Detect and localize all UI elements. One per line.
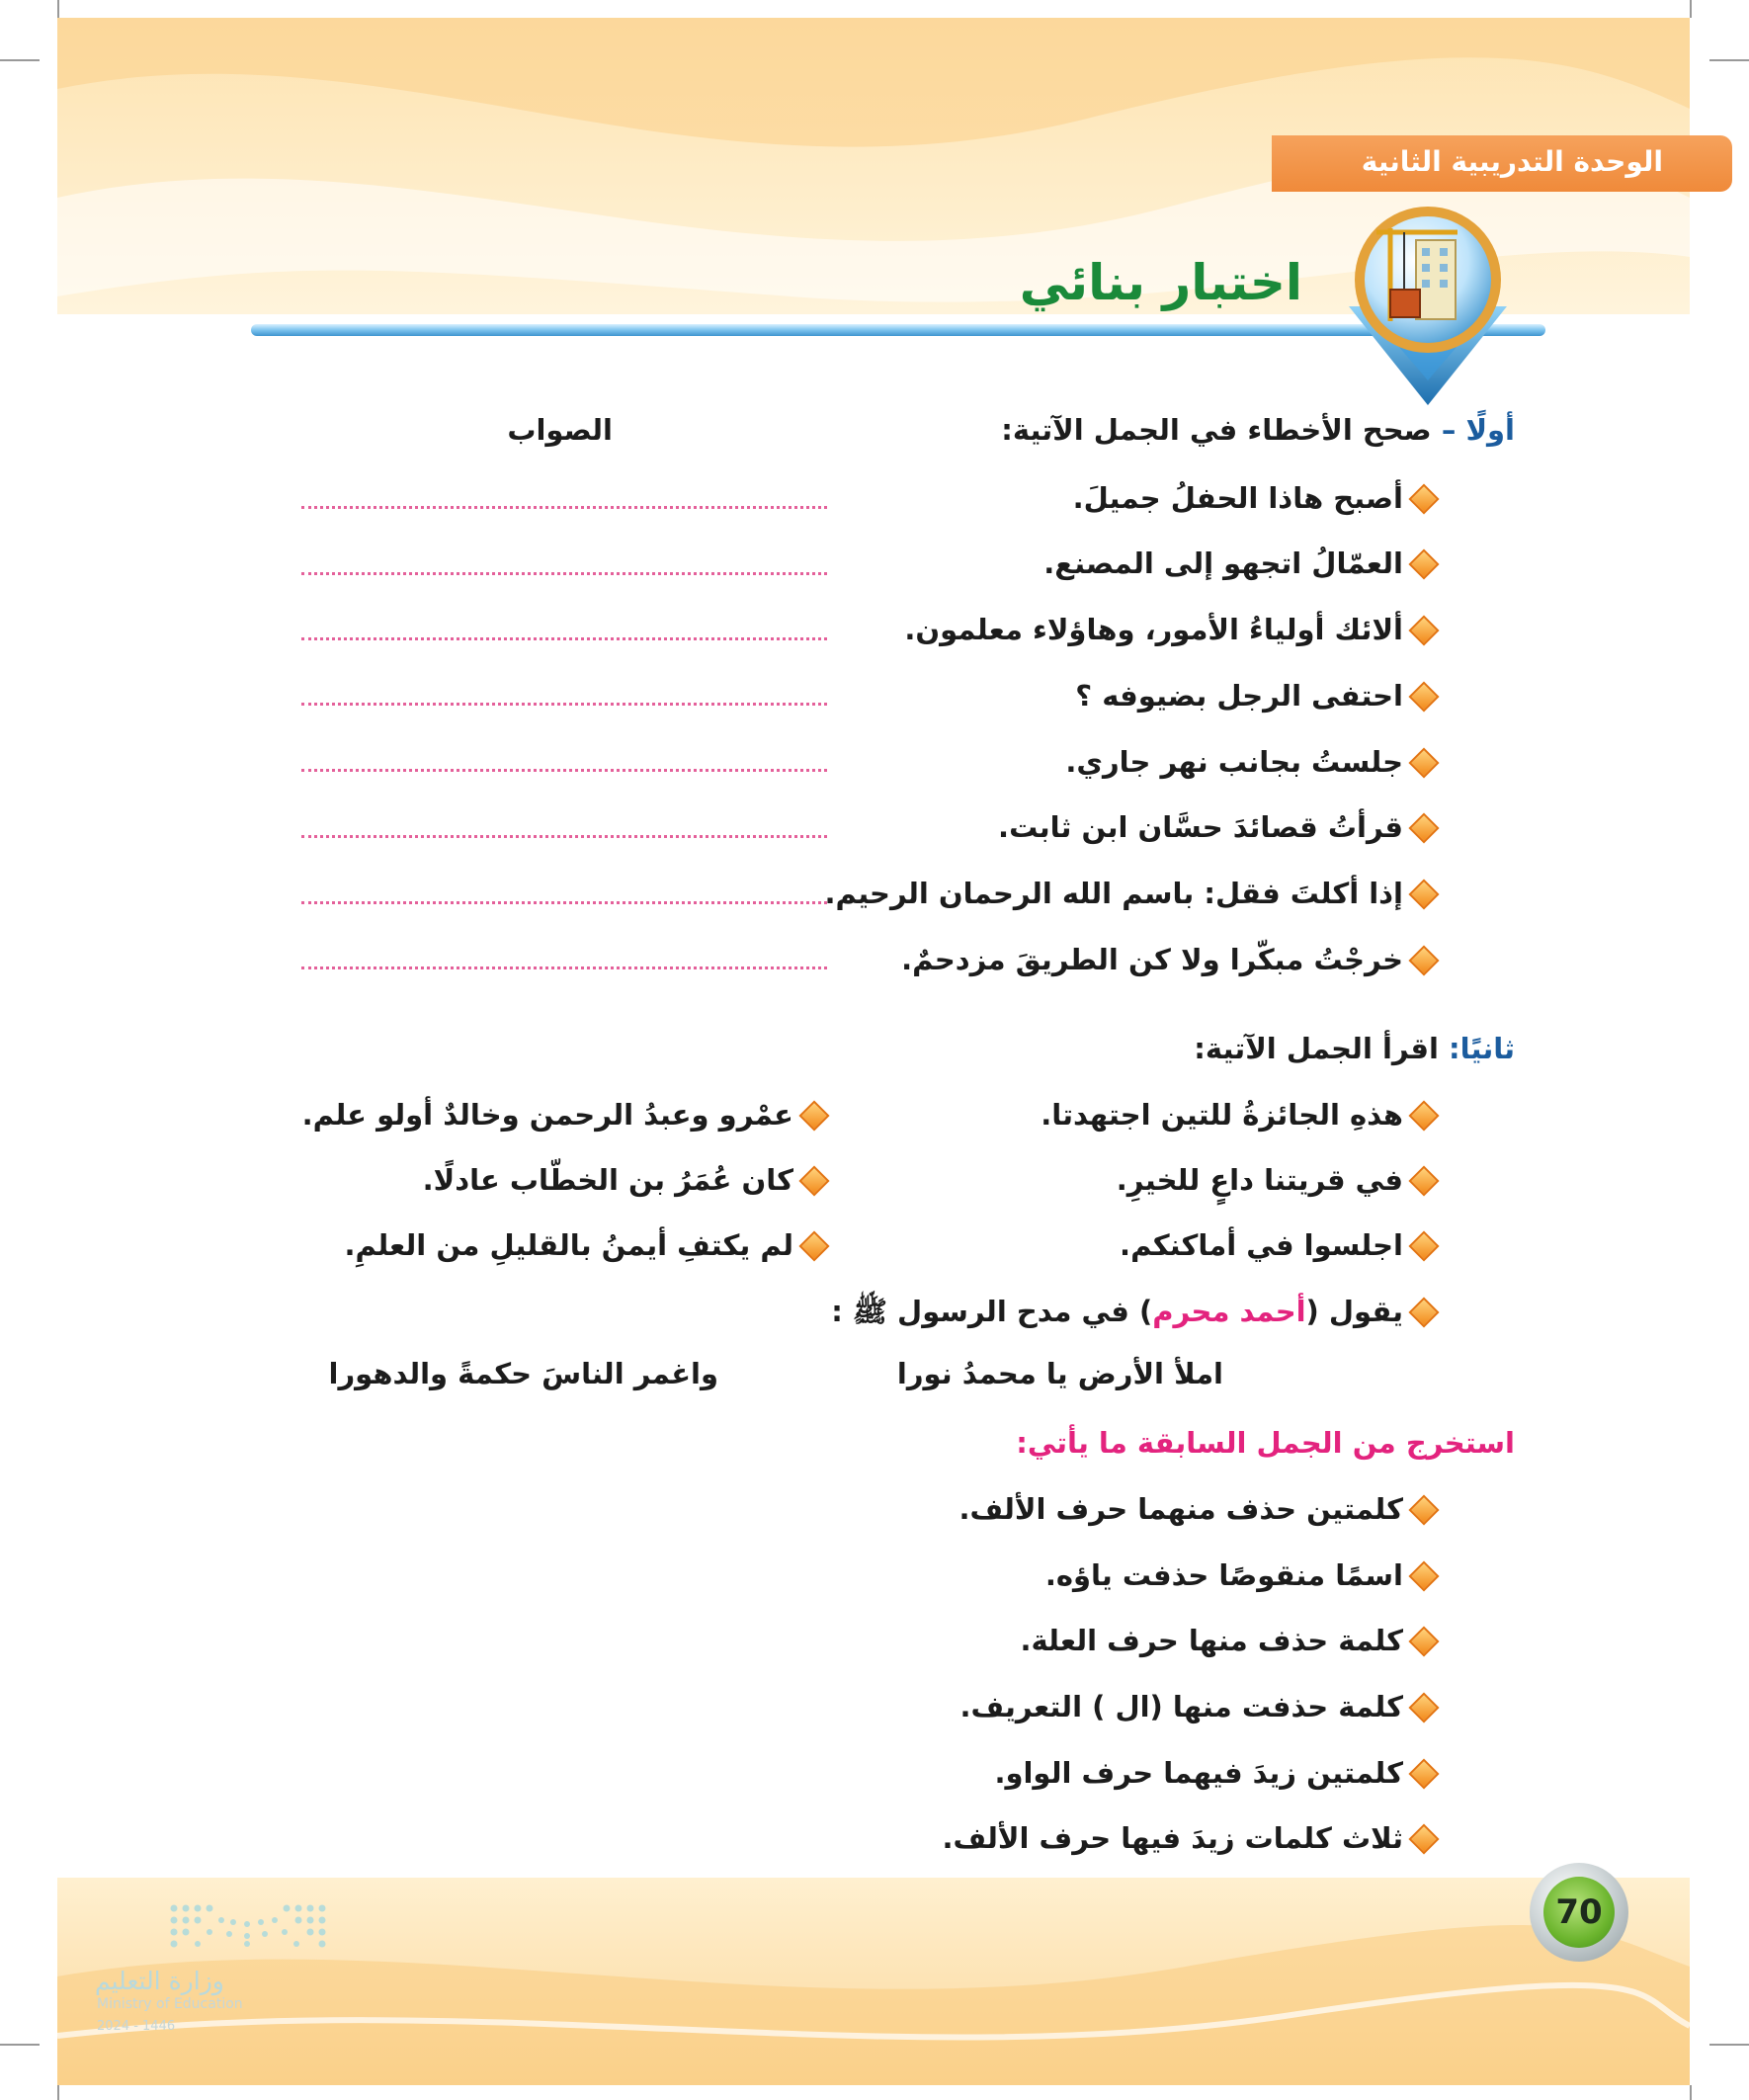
section3-instruction: استخرج من الجمل السابقة ما يأتي: <box>1016 1426 1515 1460</box>
section2-label: ثانيًا: <box>1449 1032 1515 1065</box>
section1-dash: – <box>1441 413 1457 447</box>
section1-heading <box>1001 413 1515 447</box>
answer-line[interactable] <box>301 966 827 969</box>
ministry-name-arabic: وزارة التعليم <box>95 1967 224 1995</box>
diamond-bullet-icon <box>1408 681 1439 712</box>
reading-sentence: كان عُمَرُ بن الخطّاب عادلًا. <box>423 1163 825 1197</box>
ministry-year: 2024 - 1446 <box>97 2019 176 2034</box>
extraction-item: اسمًا منقوصًا حذفت ياؤه. <box>1045 1558 1435 1592</box>
reading-sentence: هذهِ الجائزةُ للتين اجتهدتا. <box>1041 1098 1435 1132</box>
answer-header: الصواب <box>507 413 613 447</box>
diamond-bullet-icon <box>1408 1297 1439 1327</box>
answer-line[interactable] <box>301 572 827 575</box>
diamond-bullet-icon <box>798 1100 829 1131</box>
correction-item: احتفى الرجل بضيوفه ؟ <box>1075 679 1435 713</box>
diamond-bullet-icon <box>1408 1758 1439 1789</box>
building-crane-icon <box>1329 203 1527 410</box>
extraction-item: كلمتين حذف منهما حرف الألف. <box>958 1492 1435 1526</box>
page-title: اختبار بنائي <box>1019 254 1302 311</box>
answer-line[interactable] <box>301 901 827 904</box>
extraction-item: كلمة حذفت منها (ال ) التعريف. <box>959 1690 1435 1723</box>
section1-label: أولًا <box>1465 413 1515 447</box>
reading-sentence: في قريتنا داعٍ للخيرِ. <box>1117 1163 1435 1197</box>
correction-item: أصبح هاذا الحفلُ جميلَ. <box>1073 481 1435 515</box>
crop-mark <box>57 2085 59 2100</box>
diamond-bullet-icon <box>1408 1494 1439 1525</box>
diamond-bullet-icon <box>1408 483 1439 514</box>
correction-item: خرجْتُ مبكّرا ولا كن الطريقَ مزدحمٌ. <box>901 943 1435 976</box>
reading-sentence: اجلسوا في أماكنكم. <box>1120 1228 1435 1262</box>
answer-line[interactable] <box>301 703 827 706</box>
answer-line[interactable] <box>301 506 827 509</box>
diamond-bullet-icon <box>1408 879 1439 909</box>
correction-item: العمّالُ اتجهو إلى المصنع. <box>1043 546 1435 580</box>
section2-heading <box>1194 1032 1515 1065</box>
diamond-bullet-icon <box>1408 1230 1439 1261</box>
crop-mark <box>1709 2044 1749 2046</box>
section1-instruction: صحح الأخطاء في الجمل الآتية: <box>1001 413 1432 447</box>
reading-sentence: لم يكتفِ أيمنُ بالقليلِ من العلمِ. <box>344 1228 825 1262</box>
unit-tab: الوحدة التدريبية الثانية <box>1272 135 1732 192</box>
verse-first-hemistich: املأ الأرض يا محمدُ نورا <box>896 1357 1223 1390</box>
correction-item: قرأتُ قصائدَ حسَّان ابن ثابت. <box>998 810 1435 844</box>
extraction-item: كلمة حذف منها حرف العلة. <box>1020 1624 1435 1657</box>
extraction-item: ثلاث كلمات زيدَ فيها حرف الألف. <box>942 1821 1435 1855</box>
answer-line[interactable] <box>301 637 827 640</box>
diamond-bullet-icon <box>1408 1100 1439 1131</box>
diamond-bullet-icon <box>1408 1165 1439 1196</box>
crop-mark <box>1690 0 1692 18</box>
section2-instruction: اقرأ الجمل الآتية: <box>1194 1032 1439 1065</box>
diamond-bullet-icon <box>1408 548 1439 579</box>
crop-mark <box>1690 2085 1692 2100</box>
poet-name: أحمد محرم <box>1152 1295 1306 1328</box>
page-number-badge <box>1530 1863 1628 1962</box>
diamond-bullet-icon <box>798 1165 829 1196</box>
diamond-bullet-icon <box>1408 615 1439 645</box>
page-number: 70 <box>1543 1877 1615 1948</box>
diamond-bullet-icon <box>1408 1626 1439 1656</box>
diamond-bullet-icon <box>1408 747 1439 778</box>
diamond-bullet-icon <box>798 1230 829 1261</box>
reading-sentence: عمْرو وعبدُ الرحمن وخالدٌ أولو علم. <box>302 1098 825 1132</box>
crop-mark <box>0 59 40 61</box>
correction-item: ألائك أولياءُ الأمور، وهاؤلاء معلمون. <box>904 613 1435 646</box>
correction-item: جلستُ بجانب نهر جاري. <box>1065 745 1435 779</box>
crop-mark <box>0 2044 40 2046</box>
diamond-bullet-icon <box>1408 812 1439 843</box>
diamond-bullet-icon <box>1408 945 1439 975</box>
diamond-bullet-icon <box>1408 1560 1439 1591</box>
verse-second-hemistich: واغمر الناسَ حكمةً والدهورا <box>328 1357 718 1390</box>
correction-item: إذا أكلتَ فقل: باسم الله الرحمان الرحيم. <box>824 877 1435 910</box>
crop-mark <box>57 0 59 18</box>
diamond-bullet-icon <box>1408 1823 1439 1854</box>
poem-intro: يقول (أحمد محرم) في مدح الرسول ﷺ : <box>831 1295 1435 1336</box>
diamond-bullet-icon <box>1408 1692 1439 1722</box>
crop-mark <box>1709 59 1749 61</box>
ministry-name-english: Ministry of Education <box>97 1996 243 2012</box>
extraction-item: كلمتين زيدَ فيهما حرف الواو. <box>994 1756 1435 1790</box>
answer-line[interactable] <box>301 835 827 838</box>
ministry-logo-dots-icon <box>168 1902 326 1948</box>
answer-line[interactable] <box>301 769 827 772</box>
